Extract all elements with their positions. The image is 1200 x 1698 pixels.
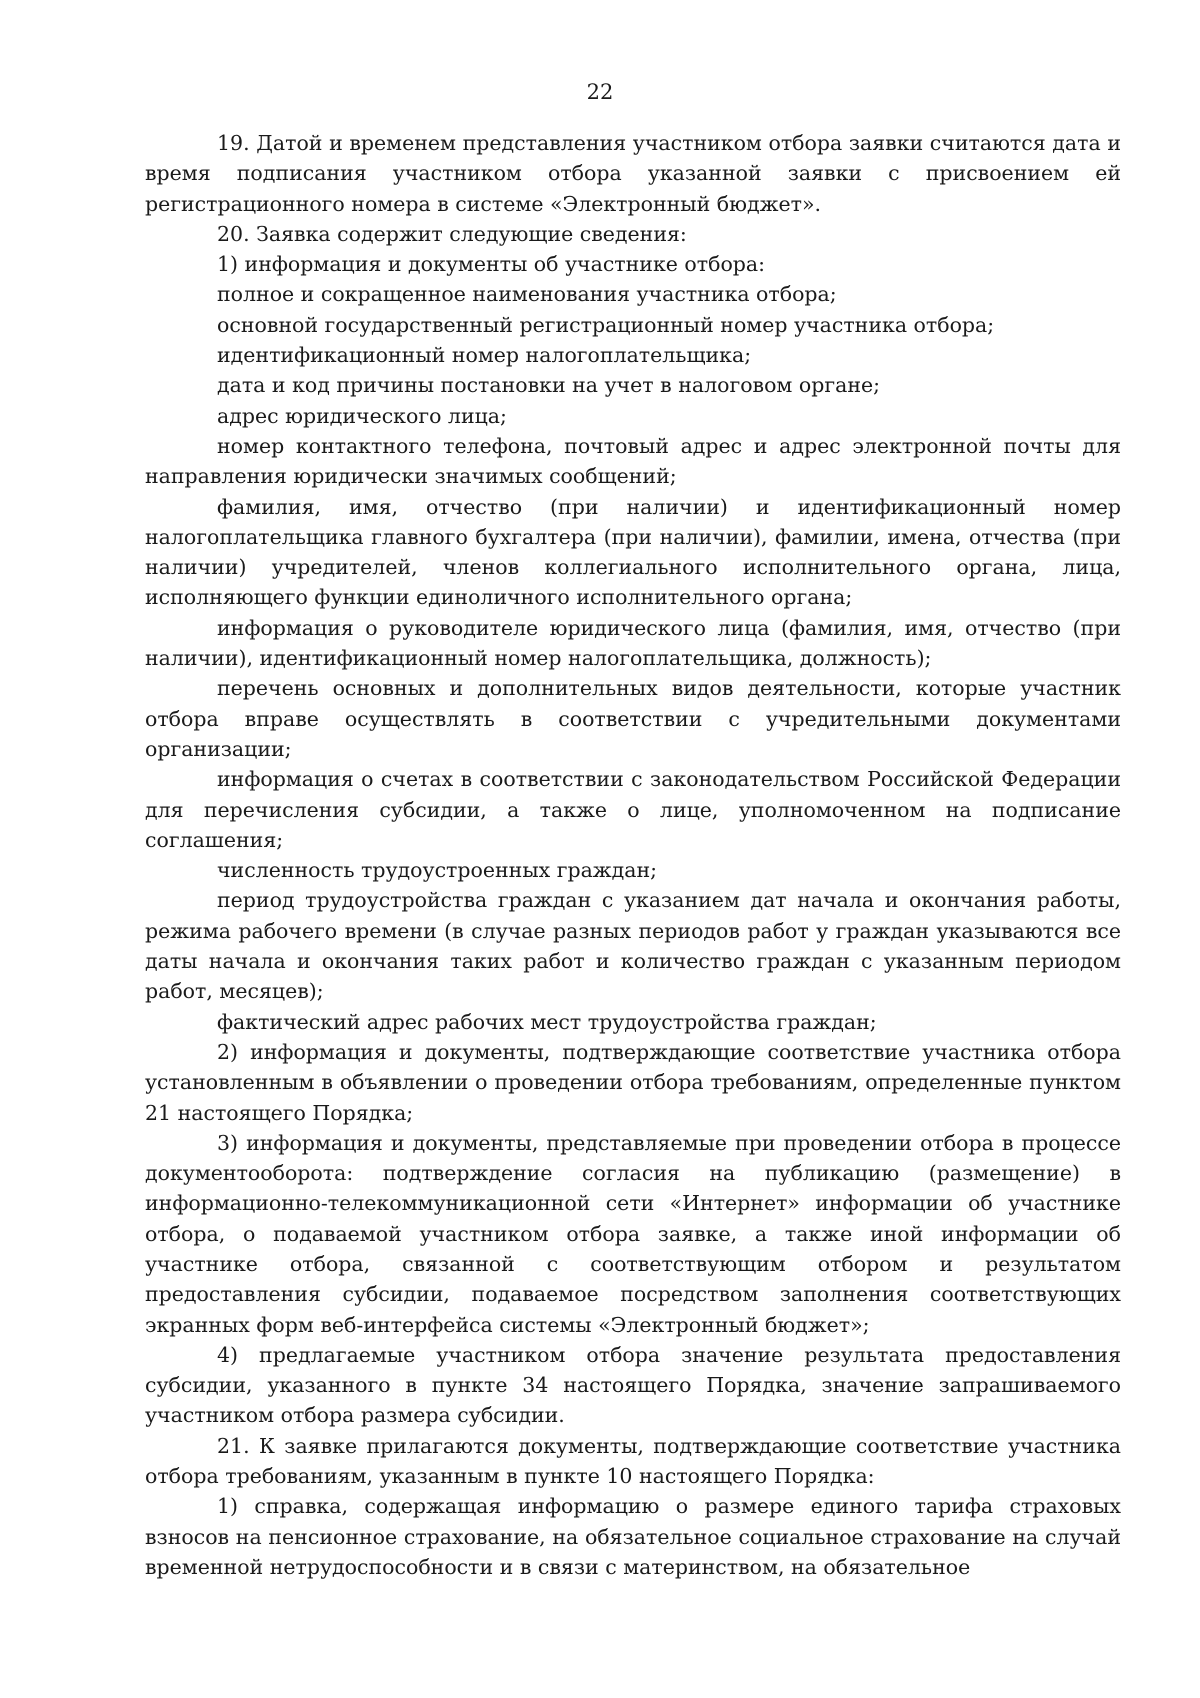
paragraph: номер контактного телефона, почтовый адрес и адрес электронной почты для направления юридически значимых сообщений;	[145, 433, 1121, 489]
paragraph: идентификационный номер налогоплательщика;	[217, 343, 752, 368]
paragraph: 1) справка, содержащая информацию о размере единого тарифа страховых взносов на пенсионное страхование, на обязательное социальное страхование на случай временной нетрудоспособности и в связи с материнством, на обязательное	[145, 1494, 1121, 1579]
paragraph: 3) информация и документы, представляемые при проведении отбора в процессе документооборота: подтверждение согласия на публикацию (размещение) в информационно-телекоммуникационной сети «Интернет» информации об участнике отбора, о подаваемой участником отбора заявке, а также иной информации об участнике отбора, связанной с соответствующим отбором и результатом предоставления субсидии, подаваемое посредством заполнения соответствующих экранных форм веб-интерфейса системы «Электронный бюджет»;	[145, 1130, 1121, 1337]
document-body	[145, 128, 1121, 1582]
paragraph: фамилия, имя, отчество (при наличии) и идентификационный номер налогоплательщика главного бухгалтера (при наличии), фамилии, имена, отчества (при наличии) учредителей, членов коллегиального исполнительного органа, лица, исполняющего функции единоличного исполнительного органа;	[145, 494, 1121, 610]
paragraph: основной государственный регистрационный номер участника отбора;	[217, 312, 995, 337]
paragraph: 19. Датой и временем представления участником отбора заявки считаются дата и время подписания участником отбора указанной заявки с присвоением ей регистрационного номера в системе «Электронный бюджет».	[145, 131, 1121, 216]
paragraph: численность трудоустроенных граждан;	[217, 858, 658, 883]
paragraph: фактический адрес рабочих мест трудоустройства граждан;	[217, 1009, 877, 1034]
paragraph: информация о счетах в соответствии с законодательством Российской Федерации для перечисления субсидии, а также о лице, уполномоченном на подписание соглашения;	[145, 767, 1121, 852]
paragraph: 2) информация и документы, подтверждающие соответствие участника отбора установленным в объявлении о проведении отбора требованиям, определенные пунктом 21 настоящего Порядка;	[145, 1039, 1121, 1125]
page-number: 22	[586, 80, 614, 104]
paragraph: период трудоустройства граждан с указанием дат начала и окончания работы, режима рабочего времени (в случае разных периодов работ у граждан указываются все даты начала и окончания таких работ и количество граждан с указанным периодом работ, месяцев);	[145, 888, 1121, 1004]
paragraph: 4) предлагаемые участником отбора значение результата предоставления субсидии, указанного в пункте 34 настоящего Порядка, значение запрашиваемого участником отбора размера субсидии.	[145, 1342, 1121, 1428]
paragraph: 21. К заявке прилагаются документы, подтверждающие соответствие участника отбора требованиям, указанным в пункте 10 настоящего Порядка:	[145, 1433, 1121, 1489]
paragraph: полное и сокращенное наименования участника отбора;	[217, 282, 837, 307]
paragraph: 1) информация и документы об участнике отбора:	[217, 252, 766, 277]
paragraph: перечень основных и дополнительных видов деятельности, которые участник отбора вправе осуществлять в соответствии с учредительными документами организации;	[145, 676, 1121, 761]
paragraph: информация о руководителе юридического лица (фамилия, имя, отчество (при наличии), идентификационный номер налогоплательщика, должность);	[145, 615, 1121, 671]
paragraph: адрес юридического лица;	[217, 403, 507, 428]
paragraph: 20. Заявка содержит следующие сведения:	[217, 221, 687, 246]
paragraph: дата и код причины постановки на учет в налоговом органе;	[217, 373, 881, 398]
